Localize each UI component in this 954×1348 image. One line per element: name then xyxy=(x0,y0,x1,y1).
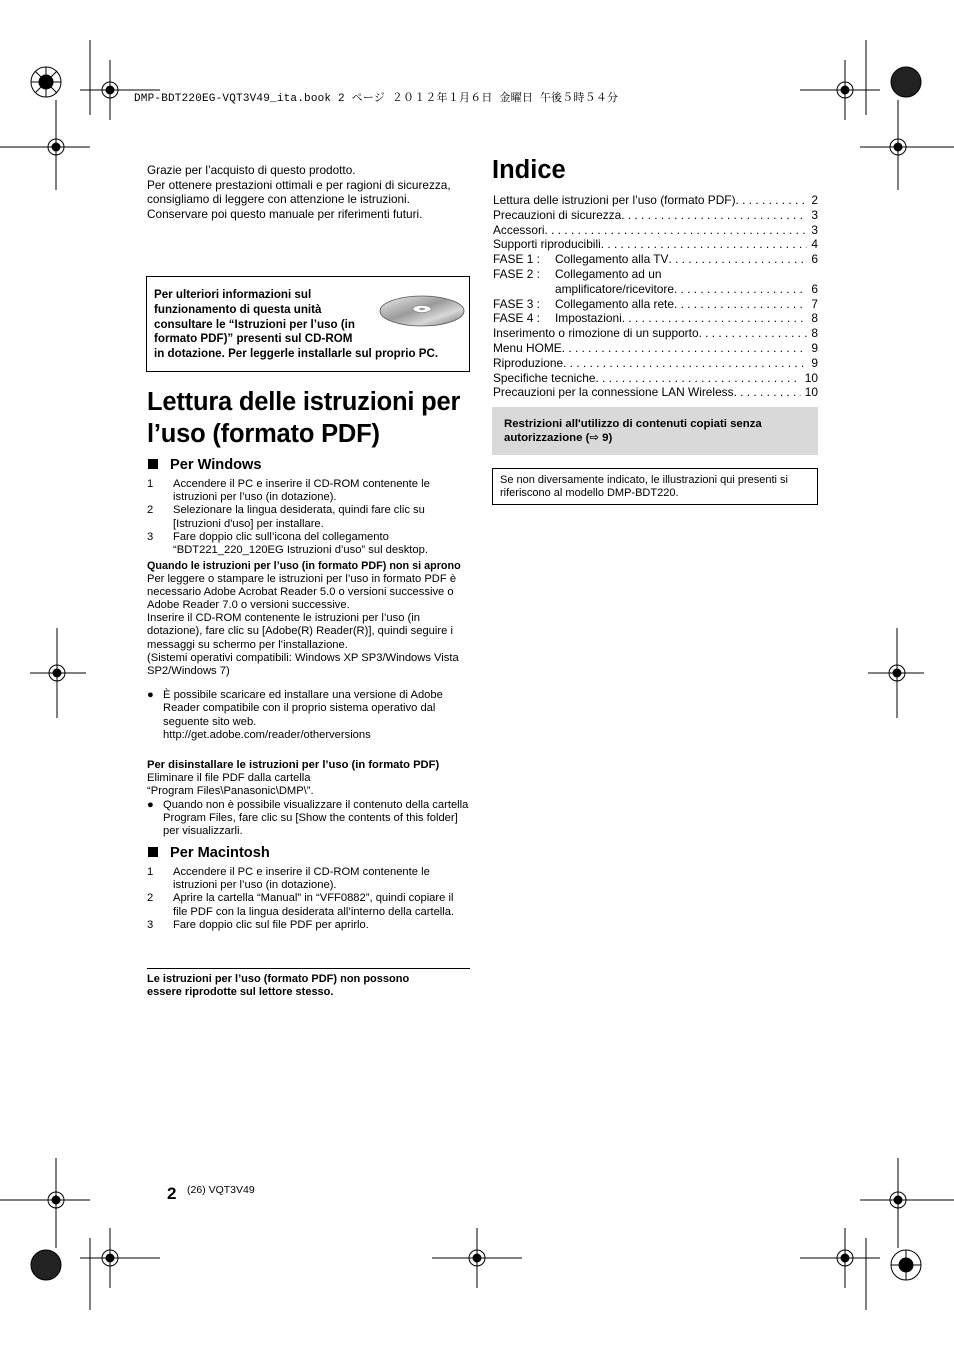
toc-row[interactable]: Accessori . . . 3 xyxy=(493,223,818,238)
list-item: 2 Selezionare la lingua desiderata, quindi fare clic su [Istruzioni d'uso] per installare. xyxy=(147,504,425,530)
toc-row[interactable]: Precauzioni di sicurezza . . . 3 xyxy=(493,208,818,223)
toc-row[interactable]: FASE 4 : Impostazioni . . . 8 xyxy=(493,311,818,326)
uninstall-path: “Program Files\Panasonic\DMP\”. xyxy=(147,785,314,798)
uninstall-title: Per disinstallare le istruzioni per l’uso (in formato PDF) xyxy=(147,759,440,771)
pdf-info-box xyxy=(146,276,470,372)
adobe-download-note: ● È possibile scaricare ed installare una versione di Adobe Reader compatibile con il proprio sistema operativo dal seguente sito web. http://get.adobe.com/reader/otherversions xyxy=(147,689,443,741)
toc-row[interactable]: Menu HOME . . . 9 xyxy=(493,341,818,356)
list-item: 3 Fare doppio clic sull’icona del collegamento “BDT221_220_120EG Istruzioni d’uso” sul desktop. xyxy=(147,530,428,557)
toc-row[interactable]: FASE 1 : Collegamento alla TV . . . 6 xyxy=(493,252,818,267)
toc-row[interactable]: amplificatore/ricevitore . . . 6 xyxy=(493,282,818,297)
show-folder-note: ● Quando non è possibile visualizzare il contenuto della cartella Program Files, fare clic su [Show the contents of this folder] per visualizzarli. xyxy=(147,798,469,838)
footer-note: Le istruzioni per l’uso (formato PDF) non possono essere riprodotte sul lettore stesso. xyxy=(147,973,410,999)
windows-heading-text: Per Windows xyxy=(170,457,262,473)
list-item: 2 Aprire la cartella “Manual” in “VFF0882”, quindi copiare il file PDF con la lingua desiderata all’interno della cartella. xyxy=(147,892,455,918)
list-item: 1 Accendere il PC e inserire il CD-ROM contenente le istruzioni per l’uso (in dotazione). xyxy=(147,866,430,892)
intro-line: Per ottenere prestazioni ottimali e per ragioni di sicurezza, consigliamo di leggere con attenzione le istruzioni. xyxy=(147,177,451,207)
model-note-box: Se non diversamente indicato, le illustrazioni qui presenti si riferiscono al modello DMP-BDT220. xyxy=(492,468,818,505)
divider xyxy=(147,968,470,969)
table-of-contents xyxy=(493,193,818,400)
toc-row[interactable]: Supporti riproducibili . . . 4 xyxy=(493,237,818,252)
no-open-block xyxy=(147,560,469,742)
no-open-text3: (Sistemi operativi compatibili: Windows XP SP3/Windows Vista SP2/Windows 7) xyxy=(147,651,459,678)
uninstall-block xyxy=(147,759,469,838)
mac-heading-text: Per Macintosh xyxy=(170,845,270,861)
cd-rom-icon xyxy=(378,293,466,329)
page-code: (26) VQT3V49 xyxy=(187,1184,255,1196)
square-bullet-icon xyxy=(148,459,158,469)
intro-text xyxy=(147,163,467,221)
adobe-url: http://get.adobe.com/reader/otherversions xyxy=(163,728,371,741)
mac-steps xyxy=(147,866,469,932)
square-bullet-icon xyxy=(148,847,158,857)
uninstall-text: Eliminare il file PDF dalla cartella xyxy=(147,772,311,785)
list-item: 3 Fare doppio clic sul file PDF per aprirlo. xyxy=(147,918,369,931)
no-open-text: Per leggere o stampare le istruzioni per l’uso in formato PDF è necessario Adobe Acrobat Reader 5.0 o versioni successive o Adobe Reader 7.0 o versioni successive. xyxy=(147,572,457,611)
mac-heading xyxy=(148,845,270,861)
list-item: 1 Accendere il PC e inserire il CD-ROM contenente le istruzioni per l’uso (in dotazione). xyxy=(147,478,430,504)
windows-heading xyxy=(148,457,262,473)
pdf-info-wrapped: Per ulteriori informazioni sul funzionamento di questa unità consultare le “Istruzioni per l’uso (in formato PDF)” presenti sul CD-ROM xyxy=(154,288,355,346)
section-title: Lettura delle istruzioni per l’uso (formato PDF) xyxy=(147,388,461,448)
indice-title: Indice xyxy=(492,156,566,184)
toc-row[interactable]: FASE 3 : Collegamento alla rete . . . 7 xyxy=(493,297,818,312)
toc-row[interactable]: Riproduzione . . . 9 xyxy=(493,356,818,371)
intro-line: Conservare poi questo manuale per riferimenti futuri. xyxy=(147,206,423,221)
toc-row[interactable]: Specifiche tecniche . . . 10 xyxy=(493,371,818,386)
toc-row[interactable]: Inserimento o rimozione di un supporto . . . 8 xyxy=(493,326,818,341)
no-open-title: Quando le istruzioni per l’uso (in formato PDF) non si aprono xyxy=(147,560,461,572)
page-number: 2 xyxy=(167,1184,177,1203)
windows-steps xyxy=(147,478,469,557)
intro-line: Grazie per l’acquisto di questo prodotto. xyxy=(147,163,356,177)
toc-row[interactable]: Lettura delle istruzioni per l’uso (formato PDF) . . . 2 xyxy=(493,193,818,208)
restrictions-box: Restrizioni all'utilizzo di contenuti copiati senza autorizzazione (⇨ 9) xyxy=(492,407,818,455)
toc-row[interactable]: Precauzioni per la connessione LAN Wireless . . . 10 xyxy=(493,385,818,400)
print-header: DMP-BDT220EG-VQT3V49_ita.book 2 ページ ２０１２年１月６日 金曜日 午後５時５４分 xyxy=(134,93,619,105)
no-open-text2: Inserire il CD-ROM contenente le istruzioni per l’uso (in dotazione), fare clic su [Adobe(R) Reader(R)], quindi seguire i messaggi su schermo per l’installazione. xyxy=(147,612,453,651)
pdf-info-last: in dotazione. Per leggerle installarle sul proprio PC. xyxy=(154,347,439,361)
toc-row[interactable]: FASE 2 : Collegamento ad un xyxy=(493,266,662,281)
